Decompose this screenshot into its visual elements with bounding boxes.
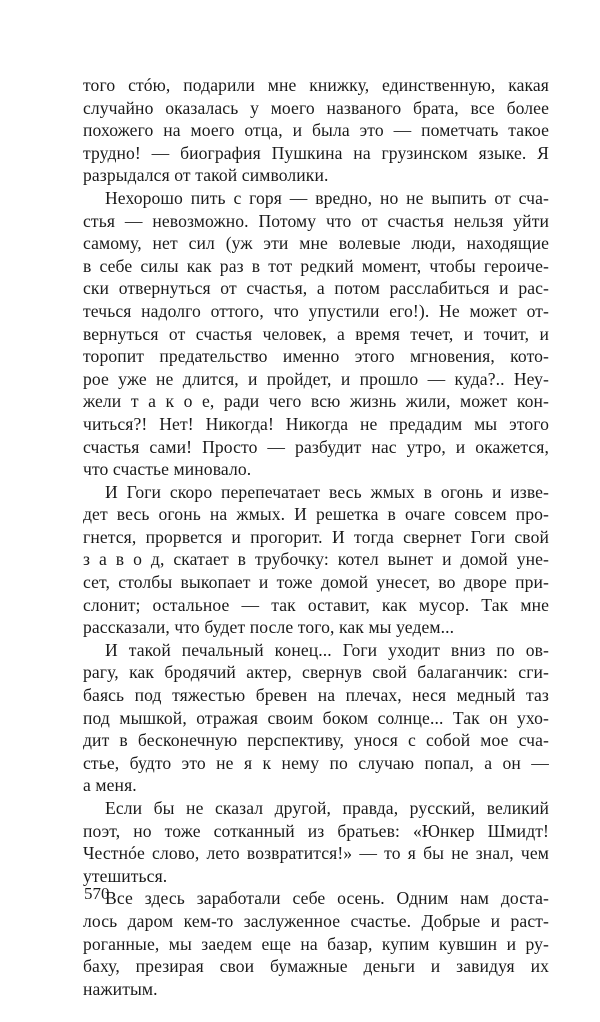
text-line: течься надолго оттого, что упустили его!). Не может от-	[83, 300, 549, 321]
text-line: Если бы не сказал другой, правда, русский, великий	[105, 798, 549, 818]
text-line: что счастье миновало.	[83, 459, 252, 480]
text-line: з а в о д, скатает в трубочку: котел вынет и домой уне-	[83, 549, 549, 570]
text-line: счастья сами! Просто — разбудит нас утро, и окажется,	[83, 436, 549, 457]
text-line: стья — невозможно. Потому что от счастья нельзя уйти	[83, 210, 549, 231]
text-line: а меня.	[83, 775, 137, 796]
text-line: под мышкой, отражая своим боком солнце... Так он ухо-	[83, 707, 549, 728]
text-line: баху, презирая свои бумажные деньги и завидуя их	[83, 956, 549, 977]
page-number: 570	[84, 884, 110, 903]
text-line: поэт, но тоже сотканный из братьев: «Юнкер Шмидт!	[83, 820, 549, 841]
text-line: в себе силы как раз в тот редкий момент, чтобы героиче-	[83, 255, 549, 276]
text-line: дит в бесконечную перспективу, унося с собой мое сча-	[83, 730, 549, 751]
text-line: утешиться.	[83, 865, 168, 886]
text-line: вернуться от счастья человек, а время течет, и точит, и	[83, 323, 549, 344]
text-line: лось даром кем-то заслуженное счастье. Добрые и раст-	[83, 910, 549, 931]
text-line: И такой печальный конец... Гоги уходит вниз по ов-	[105, 639, 549, 660]
text-line: дет весь огонь на жмых. И решетка в очаге совсем про-	[83, 504, 549, 525]
text-line: случайно оказалась у моего названого брата, все более	[83, 97, 549, 118]
text-line: Нехорошо пить с горя — вредно, но не выпить от сча-	[105, 187, 549, 208]
text-line: ски отвернуться от счастья, а потом расслабиться и рас-	[83, 278, 549, 299]
text-line: самому, нет сил (уж эти мне волевые люди, находящие	[83, 233, 549, 254]
text-line: стье, будто это не я к нему по случаю попал, а он —	[83, 752, 549, 773]
text-line: трудно! — биография Пушкина на грузинском языке. Я	[83, 142, 549, 163]
text-line: похожего на моего отца, и была это — пометчать такое	[83, 120, 549, 141]
text-line: рагу, как бродячий актер, свернув свой балаганчик: сги-	[83, 662, 549, 683]
text-line: сет, столбы выкопает и тоже домой унесет, во дворе при-	[83, 572, 549, 593]
text-line: слонит; остальное — так оставит, как мусор. Так мне	[83, 594, 549, 615]
text-line: баясь под тяжестью бревен на плечах, неся медный таз	[83, 685, 549, 706]
text-line: Честнóе слово, лето возвратится!» — то я бы не знал, чем	[83, 843, 549, 864]
text-line: И Гоги скоро перепечатает весь жмых в огонь и изве-	[105, 481, 549, 502]
text-line: разрыдался от такой символики.	[83, 165, 329, 186]
text-line: Все здесь заработали себе осень. Одним нам доста-	[105, 888, 549, 909]
text-line: читься?! Нет! Никогда! Никогда не предадим мы этого	[83, 413, 549, 434]
text-line: рое уже не длится, и пройдет, и прошло — куда?.. Неу-	[83, 368, 549, 389]
text-line: того стóю, подарили мне книжку, единственную, какая	[83, 75, 549, 95]
text-line: роганные, мы заедем еще на базар, купим кувшин и ру-	[83, 933, 549, 954]
text-line: торопит предательство именно этого мгновения, кото-	[83, 346, 549, 367]
text-line: гнется, прорвется и прогорит. И тогда свернет Гоги свой	[83, 526, 549, 547]
text-line: рассказали, что будет после того, как мы уедем...	[83, 617, 455, 638]
body-text	[83, 74, 549, 1000]
text-line: нажитым.	[83, 978, 158, 999]
text-line: жели т а к о е, ради чего всю жизнь жили, может кон-	[83, 391, 549, 412]
